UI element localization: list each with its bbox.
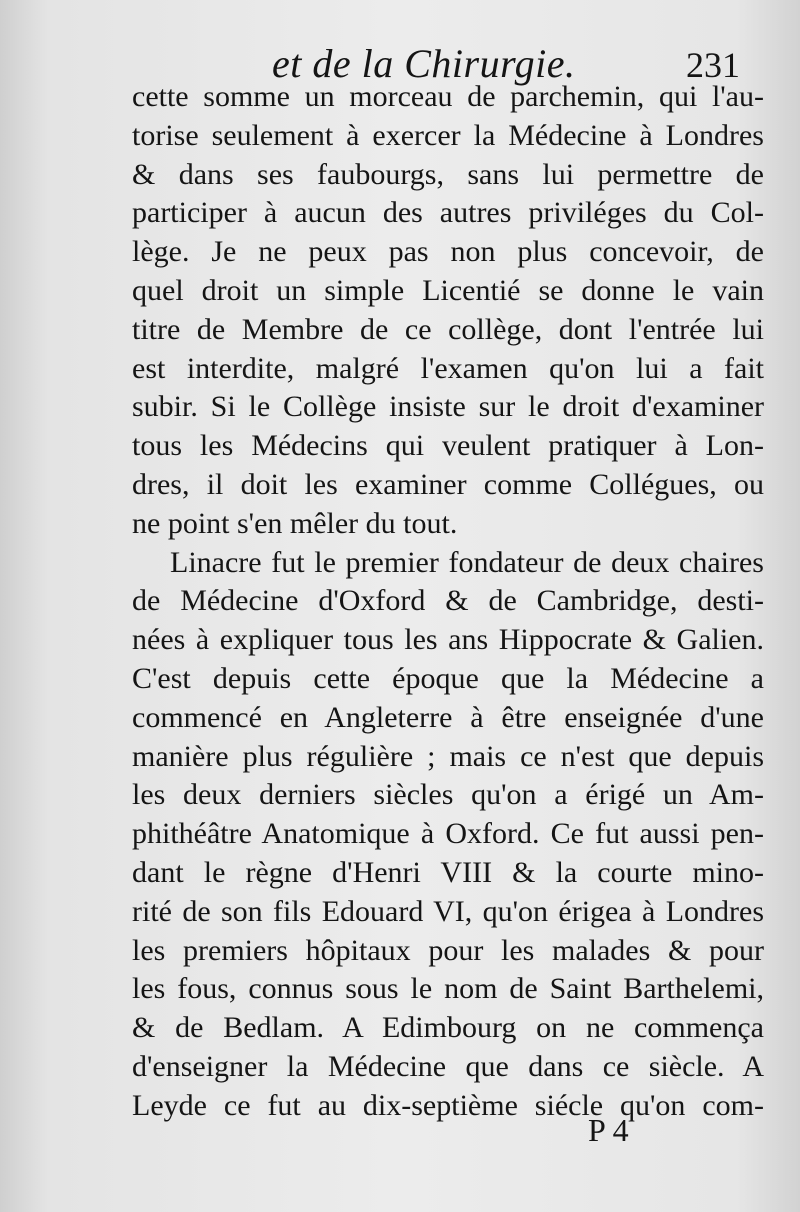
text-line: cette somme un morceau de parchemin, qui l'au- xyxy=(132,80,764,113)
page-number: 231 xyxy=(686,45,740,85)
body-text xyxy=(132,78,764,1126)
text-line: C'est depuis cette époque que la Médecine a xyxy=(132,661,764,695)
text-line: manière plus régulière ; mais ce n'est que depuis xyxy=(132,739,764,773)
text-line: & dans ses faubourgs, sans lui permettre de xyxy=(132,157,764,191)
text-line: subir. Si le Collège insiste sur le droit d'examiner xyxy=(132,390,764,424)
text-line: d'enseigner la Médecine que dans ce siècle. A xyxy=(132,1049,764,1083)
text-line: participer à aucun des autres priviléges du Col- xyxy=(132,196,764,230)
paragraph-start-line: Linacre fut le premier fondateur de deux chaires xyxy=(170,545,764,579)
text-line: torise seulement à exercer la Médecine à Londres xyxy=(132,118,764,152)
text-line: les premiers hôpitaux pour les malades & pour xyxy=(132,933,764,967)
text-line: titre de Membre de ce collège, dont l'entrée lui xyxy=(132,312,764,346)
text-line: lège. Je ne peux pas non plus concevoir, de xyxy=(132,235,764,269)
text-line: dres, il doit les examiner comme Collégues, ou xyxy=(132,467,764,501)
text-line: Leyde ce fut au dix-septième siécle qu'on com- xyxy=(132,1088,764,1122)
text-line: de Médecine d'Oxford & de Cambridge, desti- xyxy=(132,584,764,618)
text-line: rité de son fils Edouard VI, qu'on érigea à Londres xyxy=(132,894,764,928)
text-line: est interdite, malgré l'examen qu'on lui a fait xyxy=(132,351,764,385)
text-line: quel droit un simple Licentié se donne le vain xyxy=(132,273,764,307)
text-line: phithéâtre Anatomique à Oxford. Ce fut aussi pen- xyxy=(132,817,764,851)
text-line: tous les Médecins qui veulent pratiquer à Lon- xyxy=(132,429,764,463)
running-title: et de la Chirurgie. xyxy=(272,41,576,86)
text-line: les fous, connus sous le nom de Saint Barthelemi, xyxy=(132,972,764,1006)
signature-mark: P 4 xyxy=(588,1112,629,1148)
text-line: dant le règne d'Henri VIII & la courte mino- xyxy=(132,855,764,889)
text-line: commencé en Angleterre à être enseignée d'une xyxy=(132,700,764,734)
paragraph-end-line: ne point s'en mêler du tout. xyxy=(132,506,458,540)
text-line: les deux derniers siècles qu'on a érigé un Am- xyxy=(132,778,764,812)
text-line: nées à expliquer tous les ans Hippocrate & Galien. xyxy=(132,623,764,657)
text-line: & de Bedlam. A Edimbourg on ne commença xyxy=(132,1011,764,1045)
